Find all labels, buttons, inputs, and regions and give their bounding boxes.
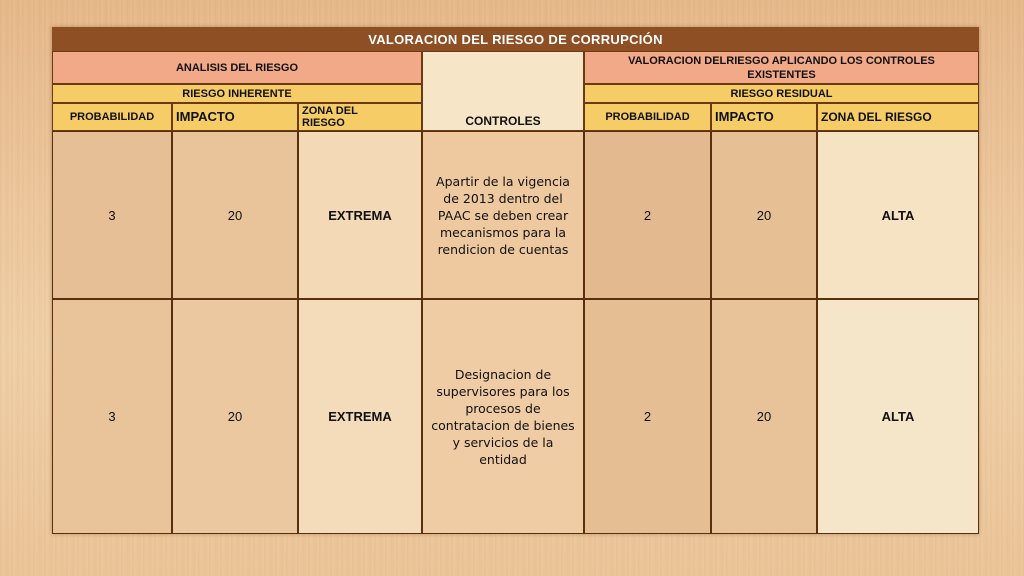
row2-impacto-inherente: 20 [172,299,298,534]
header-probabilidad-residual: PROBABILIDAD [584,103,711,131]
row2-impacto-residual: 20 [711,299,817,534]
row2-probabilidad-inherente: 3 [52,299,172,534]
header-valoracion-controles: VALORACION DELRIESGO APLICANDO LOS CONTROLES EXISTENTES [584,51,979,84]
row1-control: Apartir de la vigencia de 2013 dentro del PAAC se deben crear mecanismos para la rendicion de cuentas [422,131,584,299]
row2-zona-residual: ALTA [817,299,979,534]
header-riesgo-inherente: RIESGO INHERENTE [52,84,422,103]
header-controles: CONTROLES [465,114,541,128]
row2-probabilidad-residual: 2 [584,299,711,534]
row1-probabilidad-residual: 2 [584,131,711,299]
header-impacto-residual: IMPACTO [711,103,817,131]
header-zona-residual: ZONA DEL RIESGO [817,103,979,131]
header-analisis-riesgo: ANALISIS DEL RIESGO [52,51,422,84]
row1-zona-inherente: EXTREMA [298,131,422,299]
header-riesgo-residual: RIESGO RESIDUAL [584,84,979,103]
row1-probabilidad-inherente: 3 [52,131,172,299]
row1-impacto-inherente: 20 [172,131,298,299]
table-title: VALORACION DEL RIESGO DE CORRUPCIÓN [52,27,979,51]
header-zona-inherente: ZONA DEL RIESGO [298,103,422,131]
risk-valuation-table [52,27,979,534]
header-impacto-inherente: IMPACTO [172,103,298,131]
row1-impacto-residual: 20 [711,131,817,299]
row2-zona-inherente: EXTREMA [298,299,422,534]
row1-zona-residual: ALTA [817,131,979,299]
header-probabilidad-inherente: PROBABILIDAD [52,103,172,131]
row2-control: Designacion de supervisores para los procesos de contratacion de bienes y servicios de la entidad [422,299,584,534]
